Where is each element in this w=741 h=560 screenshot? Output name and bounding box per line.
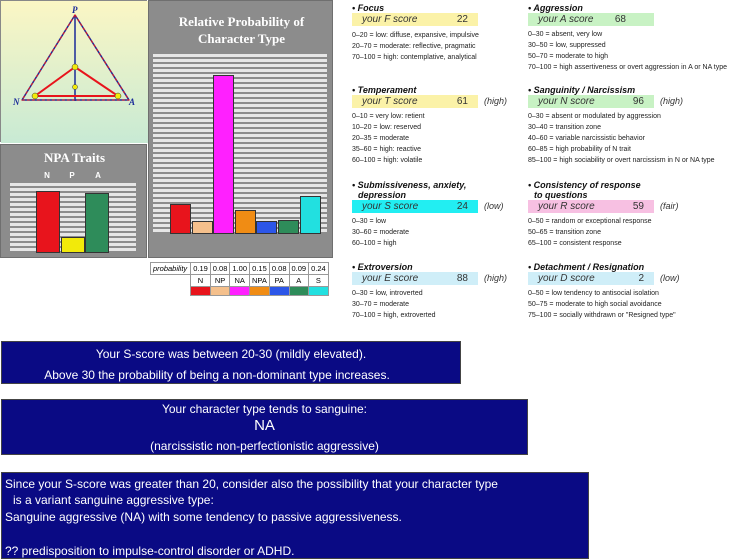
- temperament-section: [352, 85, 527, 166]
- sanguinity-score-label: your N score: [538, 96, 595, 107]
- category-swatch-na: [230, 287, 250, 296]
- temperament-title: • Temperament: [352, 85, 417, 95]
- character-type-code: NA: [254, 417, 275, 434]
- category-label-pa: PA: [269, 275, 289, 287]
- submissiveness-title: • Submissiveness, anxiety,: [352, 180, 467, 190]
- extroversion-score-box: [352, 272, 478, 285]
- character-type-description: (narcissistic non-perfectionistic aggressive): [150, 439, 379, 453]
- n-point: [32, 93, 38, 99]
- aggression-title: • Aggression: [528, 3, 583, 13]
- npa-bar-p: [61, 237, 85, 253]
- npa-label-p: P: [69, 171, 75, 180]
- sanguinity-tag: (high): [660, 96, 684, 106]
- character-type-box: [1, 399, 528, 455]
- npa-label-a: A: [95, 171, 101, 180]
- extroversion-range-3: 70–100 = high, extroverted: [352, 312, 436, 319]
- variant-line-1: Since your S-score was greater than 20, consider also the possibility that your character type: [5, 477, 498, 491]
- probability-value-pa: 0.08: [269, 263, 289, 275]
- aggression-range-1: 0–30 = absent, very low: [528, 31, 603, 38]
- probability-bar-n: [170, 204, 191, 234]
- temperament-range-3: 20–35 = moderate: [352, 135, 410, 142]
- detachment-score-value: 2: [638, 273, 644, 284]
- label-p: P: [72, 5, 78, 15]
- consistency-score-label: your R score: [538, 201, 595, 212]
- category-label-na: NA: [230, 275, 250, 287]
- probability-value-s: 0.24: [309, 263, 329, 275]
- temperament-range-5: 60–100 = high: volatile: [352, 157, 423, 164]
- consistency-range-3: 65–100 = consistent response: [528, 240, 622, 247]
- consistency-section: [528, 180, 740, 249]
- submissiveness-title-2: depression: [358, 190, 407, 200]
- category-swatch-n: [191, 287, 211, 296]
- p-point: [72, 64, 78, 70]
- submissiveness-range-2: 30–60 = moderate: [352, 229, 410, 236]
- sanguinity-score-box: [528, 95, 654, 108]
- variant-line-4: ?? predisposition to impulse-control disorder or ADHD.: [5, 544, 295, 558]
- npa-traits-panel: [0, 144, 147, 258]
- npa-plot-area: [10, 183, 136, 253]
- submissiveness-range-3: 60–100 = high: [352, 240, 397, 247]
- sanguinity-section: [528, 85, 740, 166]
- consistency-score-value: 59: [632, 201, 644, 212]
- focus-score-label: your F score: [362, 14, 418, 25]
- sanguinity-range-5: 85–100 = high sociability or overt narcissism in N or NA type: [528, 157, 715, 164]
- extroversion-tag: (high): [484, 273, 508, 283]
- temperament-range-1: 0–10 = very low: retient: [352, 113, 425, 120]
- category-label-np: NP: [210, 275, 230, 287]
- aggression-range-4: 70–100 = high assertiveness or overt aggression in A or NA type: [528, 64, 728, 71]
- category-label-n: N: [191, 275, 211, 287]
- submissiveness-score-box: [352, 200, 478, 213]
- consistency-score-box: [528, 200, 654, 213]
- variant-type-box: [1, 472, 589, 559]
- temperament-score-box: [352, 95, 478, 108]
- sanguinity-range-2: 30–40 = transition zone: [528, 124, 601, 131]
- sanguinity-range-1: 0–30 = absent or modulated by aggression: [528, 113, 661, 120]
- probability-value-npa: 0.15: [250, 263, 270, 275]
- npa-bar-a: [85, 193, 109, 253]
- consistency-range-1: 0–50 = random or exceptional response: [528, 218, 652, 225]
- submissiveness-section: [352, 180, 527, 249]
- probability-bar-s: [300, 196, 321, 234]
- a-point: [115, 93, 121, 99]
- category-swatch-npa: [250, 287, 270, 296]
- detachment-range-2: 50–75 = moderate to high social avoidance: [528, 301, 662, 308]
- consistency-title-2: to questions: [534, 190, 588, 200]
- probability-bar-pa: [256, 221, 277, 234]
- probability-chart-title: [149, 13, 334, 47]
- probability-bar-na: [213, 75, 234, 234]
- focus-range-1: 0–20 = low: diffuse, expansive, impulsive: [352, 32, 479, 39]
- probability-table: [150, 262, 329, 296]
- detachment-score-box: [528, 272, 654, 285]
- sanguinity-range-3: 40–60 = variable narcissistic behavior: [528, 135, 645, 142]
- temperament-score-value: 61: [456, 96, 468, 107]
- detachment-range-3: 75–100 = socially withdrawn or "Resigned type": [528, 312, 676, 319]
- probability-caption: probability: [151, 263, 191, 275]
- variant-line-3: Sanguine aggressive (NA) with some tendency to passive aggressiveness.: [5, 510, 402, 524]
- probability-value-n: 0.19: [191, 263, 211, 275]
- label-a: A: [129, 97, 136, 107]
- character-line-1: Your character type tends to sanguine:: [161, 402, 368, 416]
- focus-range-2: 20–70 = moderate: reflective, pragmatic: [352, 43, 476, 50]
- triangle-panel: [0, 0, 147, 142]
- detachment-range-1: 0–50 = low tendency to antisocial isolation: [528, 290, 659, 297]
- focus-score-value: 22: [456, 14, 468, 25]
- aggression-score-value: 68: [614, 14, 626, 25]
- category-swatch-np: [210, 287, 230, 296]
- extroversion-title: • Extroversion: [352, 262, 413, 272]
- aggression-score-label: your A score: [538, 14, 594, 25]
- probability-value-np: 0.08: [210, 263, 230, 275]
- npa-bar-n: [36, 191, 60, 253]
- npa-triangle-diagram: [1, 1, 148, 143]
- sscore-line-2: Above 30 the probability of being a non-dominant type increases.: [44, 368, 390, 382]
- focus-title: • Focus: [352, 3, 385, 13]
- center-point: [73, 85, 78, 90]
- probability-bar-np: [192, 221, 213, 234]
- extroversion-range-2: 30–70 = moderate: [352, 301, 410, 308]
- sanguinity-score-value: 96: [632, 96, 644, 107]
- aggression-score-box: [528, 13, 654, 26]
- extroversion-range-1: 0–30 = low, introverted: [352, 290, 423, 297]
- probability-value-a: 0.09: [289, 263, 309, 275]
- submissiveness-score-value: 24: [456, 201, 468, 212]
- probability-chart-panel: [148, 0, 333, 258]
- category-swatch-a: [289, 287, 309, 296]
- npa-label-n: N: [44, 171, 50, 180]
- aggression-range-2: 30–50 = low, suppressed: [528, 42, 606, 49]
- category-swatch-pa: [269, 287, 289, 296]
- probability-bar-npa: [235, 210, 256, 234]
- category-label-s: S: [309, 275, 329, 287]
- consistency-range-2: 50–65 = transition zone: [528, 229, 601, 236]
- focus-section: [352, 3, 527, 63]
- sscore-line-1: Your S-score was between 20-30 (mildly elevated).: [95, 347, 367, 361]
- extroversion-score-label: your E score: [362, 273, 419, 284]
- sanguinity-range-4: 60–85 = high probability of N trait: [528, 146, 631, 153]
- sanguinity-title: • Sanguinity / Narcissism: [528, 85, 636, 95]
- category-label-a: A: [289, 275, 309, 287]
- category-swatch-s: [309, 287, 329, 296]
- temperament-score-label: your T score: [362, 96, 418, 107]
- consistency-title: • Consistency of response: [528, 180, 641, 190]
- aggression-section: [528, 3, 740, 73]
- npa-traits-title: NPA Traits: [43, 150, 106, 165]
- detachment-section: [528, 262, 740, 321]
- aggression-range-3: 50–70 = moderate to high: [528, 53, 608, 60]
- category-label-npa: NPA: [250, 275, 270, 287]
- temperament-range-4: 35–60 = high: reactive: [352, 146, 422, 153]
- detachment-tag: (low): [660, 273, 680, 283]
- focus-range-3: 70–100 = high: contemplative, analytical: [352, 54, 477, 61]
- extroversion-score-value: 88: [456, 273, 468, 284]
- sscore-box: [1, 341, 461, 384]
- detachment-title: • Detachment / Resignation: [528, 262, 645, 272]
- probability-plot-area: [153, 54, 327, 234]
- probability-value-na: 1.00: [230, 263, 250, 275]
- label-n: N: [13, 97, 20, 107]
- submissiveness-tag: (low): [484, 201, 504, 211]
- temperament-tag: (high): [484, 96, 508, 106]
- focus-score-box: [352, 13, 478, 26]
- consistency-tag: (fair): [660, 201, 679, 211]
- variant-line-2: is a variant sanguine aggressive type:: [13, 493, 214, 507]
- probability-bar-a: [278, 220, 299, 234]
- extroversion-section: [352, 262, 527, 321]
- submissiveness-range-1: 0–30 = low: [352, 218, 387, 225]
- submissiveness-score-label: your S score: [362, 201, 419, 212]
- temperament-range-2: 10–20 = low: reserved: [352, 124, 422, 131]
- detachment-score-label: your D score: [538, 273, 595, 284]
- chart-title-text: Relative Probability of Character Type: [178, 14, 305, 46]
